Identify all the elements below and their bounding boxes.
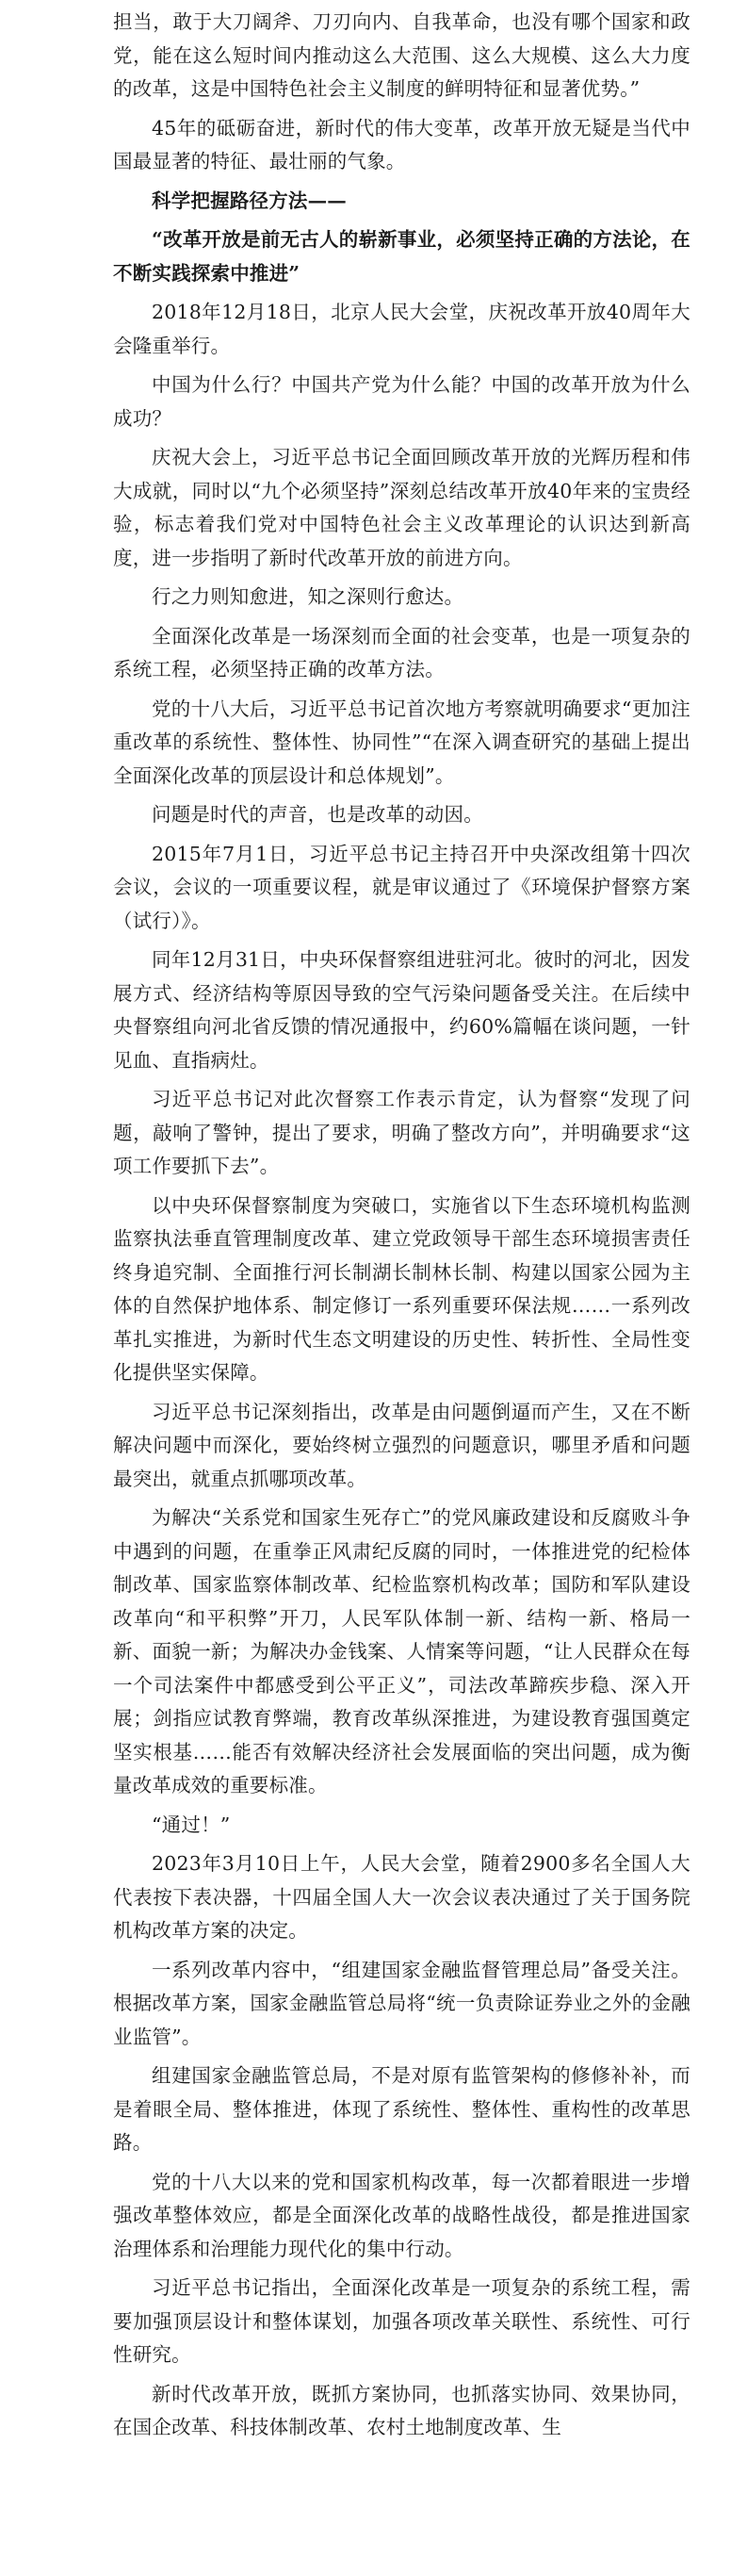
paragraph-21: 习近平总书记指出，全面深化改革是一项复杂的系统工程，需要加强顶层设计和整体谋划，加强各项改革关联性、系统性、可行性研究。 [113, 2276, 690, 2366]
paragraph-1: 担当，敢于大刀阔斧、刀刃向内、自我革命，也没有哪个国家和政党，能在这么短时间内推动这么大范围、这么大规模、这么大力度的改革，这是中国特色社会主义制度的鲜明特征和显著优势。” [113, 10, 690, 100]
paragraph-22: 新时代改革开放，既抓方案协同，也抓落实协同、效果协同，在国企改革、科技体制改革、农村土地制度改革、生 [113, 2382, 690, 2438]
paragraph-8: 党的十八大后，习近平总书记首次地方考察就明确要求“更加注重改革的系统性、整体性、协同性”“在深入调查研究的基础上提出全面深化改革的顶层设计和总体规划”。 [113, 697, 690, 787]
paragraph-13: 以中央环保督察制度为突破口，实施省以下生态环境机构监测监察执法垂直管理制度改革、建立党政领导干部生态环境损害责任终身追究制、全面推行河长制湖长制林长制、构建以国家公园为主体的自然保护地体系、制定修订一系列重要环保法规……一系列改革扎实推进，为新时代生态文明建设的历史性、转折性、全局性变化提供坚实保障。 [113, 1193, 690, 1384]
paragraph-19: 组建国家金融监管总局，不是对原有监管架构的修修补补，而是着眼全局、整体推进，体现了系统性、整体性、重构性的改革思路。 [113, 2064, 690, 2154]
paragraph-14: 习近平总书记深刻指出，改革是由问题倒逼而产生，又在不断解决问题中而深化，要始终树立强烈的问题意识，哪里矛盾和问题最突出，就重点抓哪项改革。 [113, 1400, 690, 1490]
paragraph-6: 行之力则知愈进，知之深则行愈达。 [152, 585, 464, 608]
section-heading-label: 科学把握路径方法—— [152, 189, 347, 212]
paragraph-9: 问题是时代的声音，也是改革的动因。 [152, 803, 483, 826]
paragraph-16: “通过！” [152, 1813, 231, 1836]
paragraph-10: 2015年7月1日，习近平总书记主持召开中央深改组第十四次会议，会议的一项重要议程，就是审议通过了《环境保护督察方案（试行）》。 [113, 842, 690, 932]
paragraph-7: 全面深化改革是一场深刻而全面的社会变革，也是一项复杂的系统工程，必须坚持正确的改革方法。 [113, 624, 690, 681]
paragraph-12: 习近平总书记对此次督察工作表示肯定，认为督察“发现了问题，敲响了警钟，提出了要求，明确了整改方向”，并明确要求“这项工作要抓下去”。 [113, 1088, 690, 1177]
paragraph-11: 同年12月31日，中央环保督察组进驻河北。彼时的河北，因发展方式、经济结构等原因导致的空气污染问题备受关注。在后续中央督察组向河北省反馈的情况通报中，约60%篇幅在谈问题，一针见血、直指病灶。 [113, 948, 690, 1072]
paragraph-5: 庆祝大会上，习近平总书记全面回顾改革开放的光辉历程和伟大成就，同时以“九个必须坚持”深刻总结改革开放40年来的宝贵经验，标志着我们党对中国特色社会主义改革理论的认识达到新高度，进一步指明了新时代改革开放的前进方向。 [113, 446, 690, 569]
paragraph-18: 一系列改革内容中，“组建国家金融监督管理总局”备受关注。根据改革方案，国家金融监管总局将“统一负责除证券业之外的金融业监管”。 [113, 1958, 690, 2048]
paragraph-4: 中国为什么行？中国共产党为什么能？中国的改革开放为什么成功？ [113, 373, 690, 430]
paragraph-20: 党的十八大以来的党和国家机构改革，每一次都着眼进一步增强改革整体效应，都是全面深化改革的战略性战役，都是推进国家治理体系和治理能力现代化的集中行动。 [113, 2170, 690, 2260]
paragraph-15: 为解决“关系党和国家生死存亡”的党风廉政建设和反腐败斗争中遇到的问题，在重拳正风肃纪反腐的同时，一体推进党的纪检体制改革、国家监察体制改革、纪检监察机构改革；国防和军队建设改革向“和平积弊”开刀，人民军队体制一新、结构一新、格局一新、面貌一新；为解决办金钱案、人情案等问题，“让人民群众在每一个司法案件中都感受到公平正义”，司法改革蹄疾步稳、深入开展；剑指应试教育弊端，教育改革纵深推进，为建设教育强国奠定坚实根基……能否有效解决经济社会发展面临的突出问题，成为衡量改革成效的重要标准。 [113, 1506, 690, 1797]
paragraph-2: 45年的砥砺奋进，新时代的伟大变革，改革开放无疑是当代中国最显著的特征、最壮丽的气象。 [113, 116, 690, 172]
section-heading-quote: “改革开放是前无古人的崭新事业，必须坚持正确的方法论，在不断实践探索中推进” [113, 228, 690, 285]
paragraph-3: 2018年12月18日，北京人民大会堂，庆祝改革开放40周年大会隆重举行。 [113, 301, 690, 357]
paragraph-17: 2023年3月10日上午，人民大会堂，随着2900多名全国人大代表按下表决器，十四届全国人大一次会议表决通过了关于国务院机构改革方案的决定。 [113, 1852, 690, 1942]
